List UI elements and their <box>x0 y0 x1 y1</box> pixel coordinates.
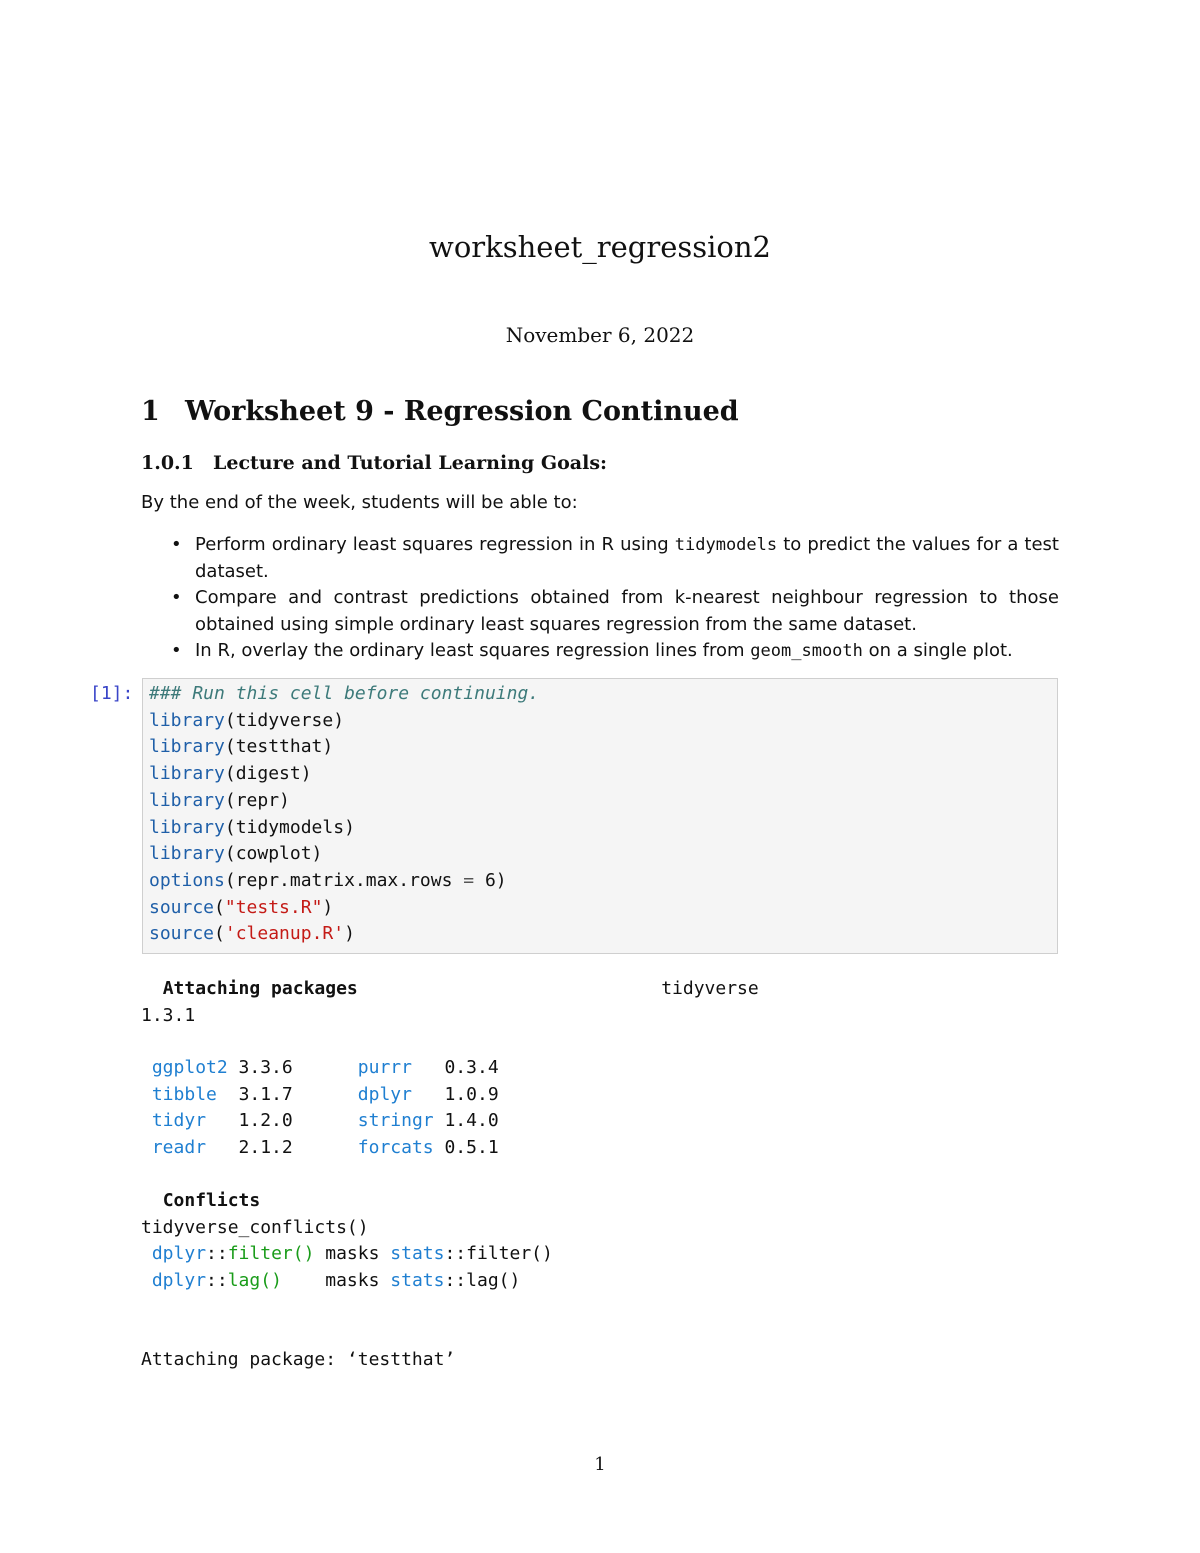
cell-output-testthat: Attaching package: ‘testthat’ <box>141 1349 456 1370</box>
subsection-title: Lecture and Tutorial Learning Goals: <box>213 452 608 474</box>
cell-output-conflicts: Conflicts tidyverse_conflicts() dplyr::filter() masks stats::filter() dplyr::lag() masks stats::lag() <box>141 1190 553 1292</box>
cell-output-packages: ggplot2 3.3.6 purrr 0.3.4 tibble 3.1.7 dplyr 1.0.9 tidyr 1.2.0 stringr 1.4.0 readr 2.1.2 forcats 0.5.1 <box>151 1057 499 1159</box>
document-title: worksheet_regression2 <box>429 230 771 264</box>
section-title: Worksheet 9 - Regression Continued <box>185 396 739 427</box>
learning-goals-list <box>141 532 1059 665</box>
code-comment: ### Run this cell before continuing. <box>149 683 540 704</box>
section-number: 1 <box>141 396 160 427</box>
inline-code: tidymodels <box>674 535 778 555</box>
cell-output-attaching <box>141 976 759 1029</box>
inline-code: geom_smooth <box>750 641 863 661</box>
page-number: 1 <box>594 1454 606 1475</box>
cell-prompt: [1]: <box>90 683 134 704</box>
subsection-number: 1.0.1 <box>141 452 194 474</box>
intro-text: By the end of the week, students will be able to: <box>141 492 578 513</box>
list-item: • In R, overlay the ordinary least squares regression lines from geom_smooth on a single plot. <box>141 638 1059 665</box>
subsection-heading <box>141 452 607 474</box>
list-item: • Perform ordinary least squares regression in R using tidymodels to predict the values for a test dataset. <box>141 532 1059 585</box>
document-date: November 6, 2022 <box>505 323 695 347</box>
output-attaching-pkg: tidyverse <box>661 978 759 999</box>
output-conflicts-fn: tidyverse_conflicts() <box>141 1216 369 1238</box>
code-cell-content: ### Run this cell before continuing. library(tidyverse) library(testthat) library(digest) library(repr) library(tidymodels) library(cowplot) options(repr.matrix.max.rows = 6) source("tests.R") source('cleanup.R') <box>149 683 540 945</box>
output-version: 1.3.1 <box>141 1004 196 1026</box>
list-item: • Compare and contrast predictions obtained from k-nearest neighbour regression to those obtained using simple ordinary least squares regression from the same dataset. <box>141 585 1059 638</box>
section-heading <box>141 396 739 427</box>
output-conflicts-header: Conflicts <box>162 1190 261 1211</box>
output-attaching-header: Attaching packages <box>162 978 358 999</box>
